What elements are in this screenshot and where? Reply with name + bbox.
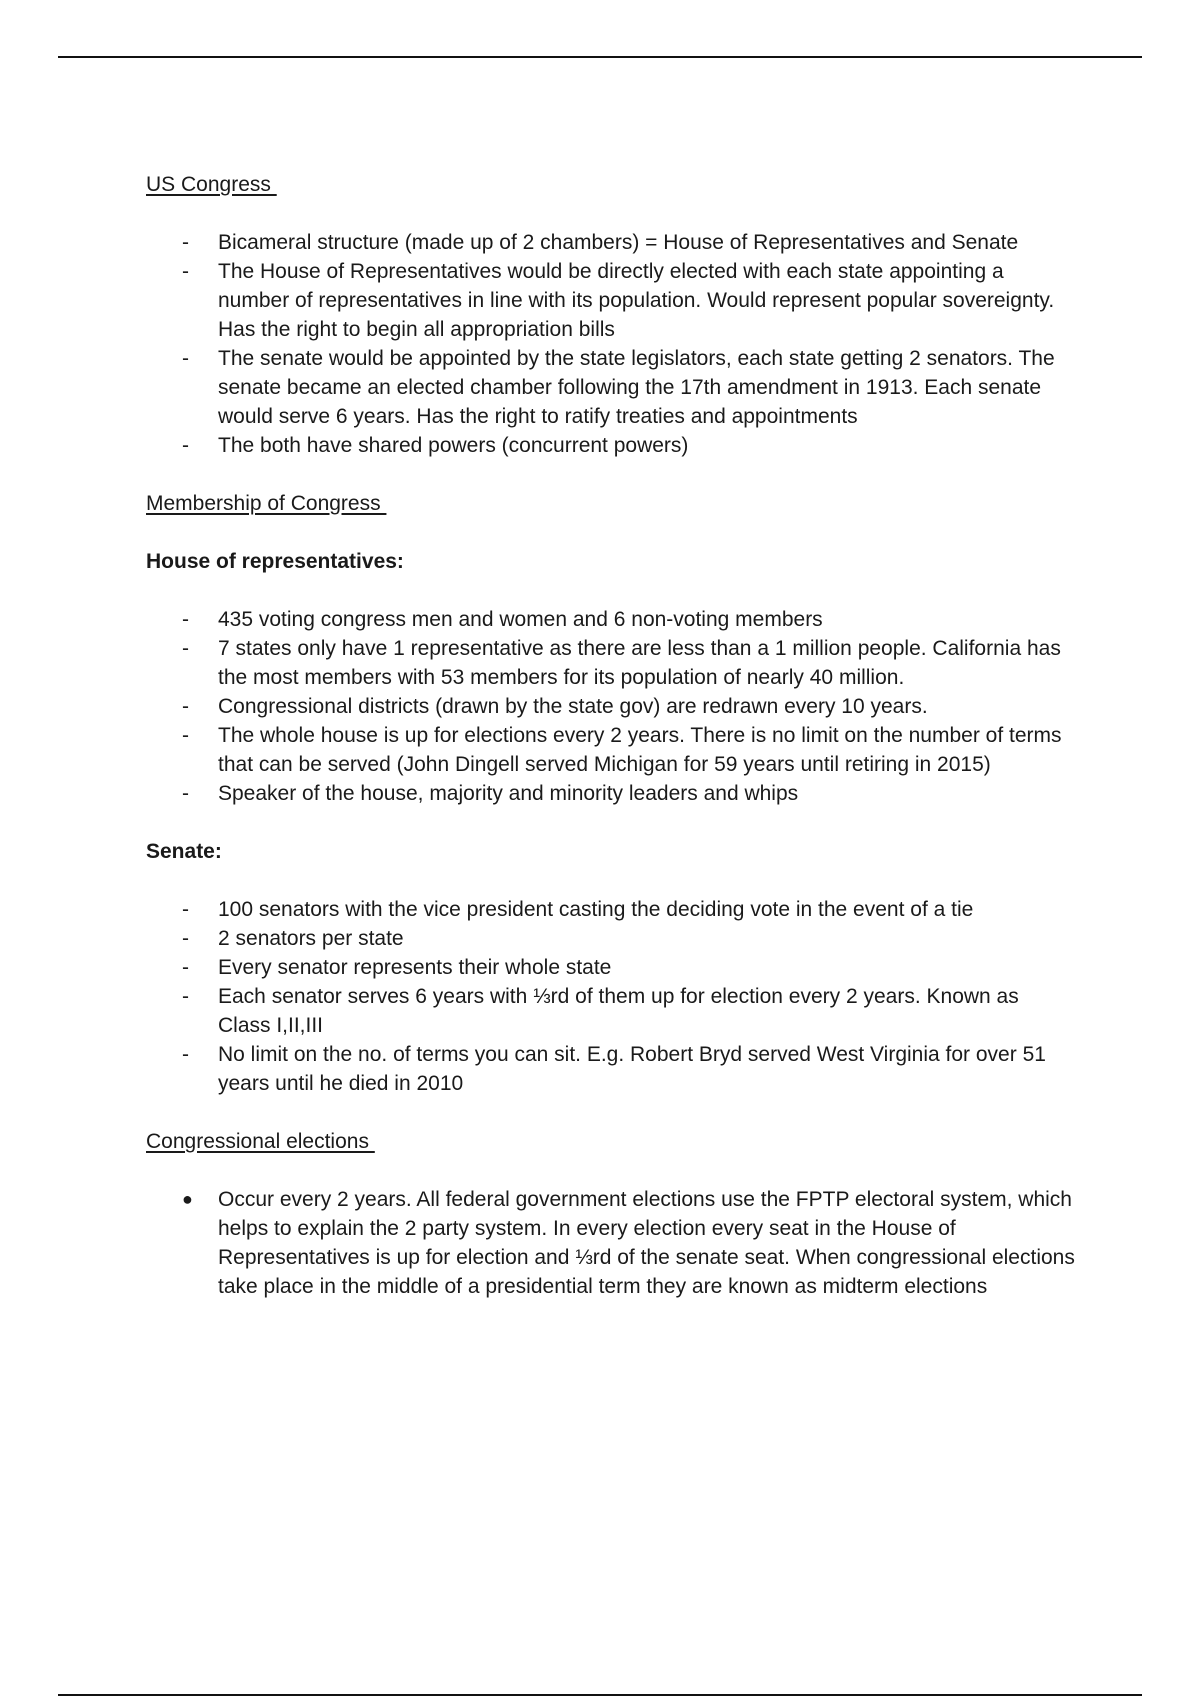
list-item: - Speaker of the house, majority and minority leaders and whips	[146, 779, 1076, 808]
subheading-senate: Senate:	[146, 840, 222, 863]
dash-marker: -	[182, 1043, 189, 1066]
section-title-membership: Membership of Congress	[146, 492, 387, 515]
dash-marker: -	[182, 985, 189, 1008]
page-top-rule	[58, 56, 1142, 58]
dash-marker: -	[182, 347, 189, 370]
page-bottom-rule	[58, 1694, 1142, 1696]
dash-marker: -	[182, 434, 189, 457]
dash-marker: -	[182, 782, 189, 805]
list-item: - The senate would be appointed by the state legislators, each state getting 2 senators. The senate became an elected chamber following the 17th amendment in 1913. Each senate would serve 6 years. Has the right to ratify treaties and appointments	[146, 344, 1076, 431]
list-item: - 7 states only have 1 representative as there are less than a 1 million people. California has the most members with 53 members for its population of nearly 40 million.	[146, 634, 1076, 692]
house-list	[146, 605, 1076, 808]
list-item: ● Occur every 2 years. All federal government elections use the FPTP electoral system, which helps to explain the 2 party system. In every election every seat in the House of Representatives is up for election and ⅓rd of the senate seat. When congressional elections take place in the middle of a presidential term they are known as midterm elections	[146, 1185, 1076, 1301]
list-item: - The whole house is up for elections every 2 years. There is no limit on the number of terms that can be served (John Dingell served Michigan for 59 years until retiring in 2015)	[146, 721, 1076, 779]
dash-marker: -	[182, 260, 189, 283]
list-item: - 2 senators per state	[146, 924, 1076, 953]
bullet-marker: ●	[182, 1189, 193, 1209]
section-title-elections: Congressional elections	[146, 1130, 375, 1153]
senate-list	[146, 895, 1076, 1098]
list-item: - No limit on the no. of terms you can sit. E.g. Robert Bryd served West Virginia for over 51 years until he died in 2010	[146, 1040, 1076, 1098]
subheading-house: House of representatives:	[146, 550, 404, 573]
document-body	[146, 170, 1076, 1301]
dash-marker: -	[182, 231, 189, 254]
list-item: - Each senator serves 6 years with ⅓rd of them up for election every 2 years. Known as Class I,II,III	[146, 982, 1076, 1040]
dash-marker: -	[182, 695, 189, 718]
list-item: - Every senator represents their whole state	[146, 953, 1076, 982]
dash-marker: -	[182, 927, 189, 950]
list-item: - 435 voting congress men and women and 6 non-voting members	[146, 605, 1076, 634]
dash-marker: -	[182, 898, 189, 921]
us-congress-list	[146, 228, 1076, 460]
dash-marker: -	[182, 724, 189, 747]
list-item: - The both have shared powers (concurrent powers)	[146, 431, 1076, 460]
list-item: - Bicameral structure (made up of 2 chambers) = House of Representatives and Senate	[146, 228, 1076, 257]
dash-marker: -	[182, 637, 189, 660]
dash-marker: -	[182, 608, 189, 631]
section-title-us-congress: US Congress	[146, 173, 277, 196]
list-item: - 100 senators with the vice president casting the deciding vote in the event of a tie	[146, 895, 1076, 924]
list-item: - The House of Representatives would be directly elected with each state appointing a number of representatives in line with its population. Would represent popular sovereignty. Has the right to begin all appropriation bills	[146, 257, 1076, 344]
dash-marker: -	[182, 956, 189, 979]
elections-list	[146, 1185, 1076, 1301]
list-item: - Congressional districts (drawn by the state gov) are redrawn every 10 years.	[146, 692, 1076, 721]
